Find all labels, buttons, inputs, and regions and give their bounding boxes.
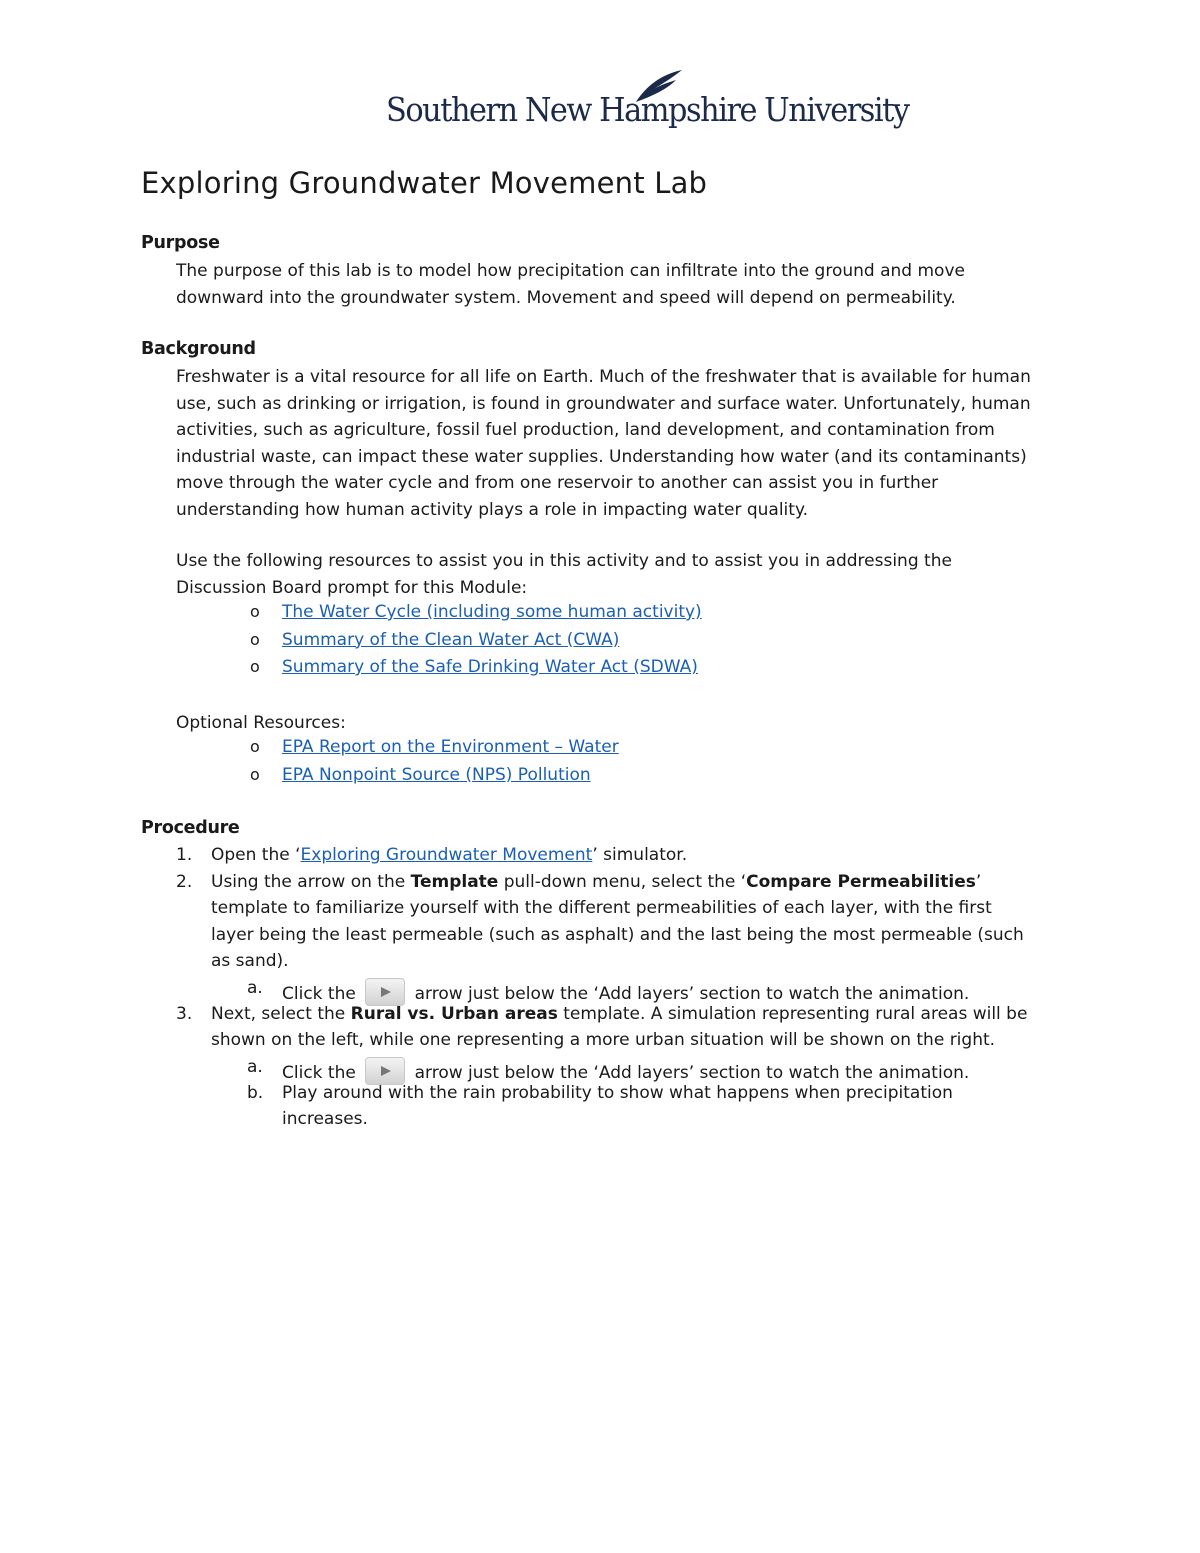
substep-letter: a. (247, 1057, 263, 1077)
university-logo (386, 68, 909, 140)
bullet-icon: o (250, 657, 260, 676)
step-text: Next, select the (211, 1004, 351, 1024)
text-line: Use the following resources to assist you in this activity and to assist you in addressing the (176, 551, 952, 571)
logo-text: Southern New Hampshire University (386, 90, 909, 129)
text-line: Optional Resources: (176, 713, 346, 733)
step-text: Using the arrow on the (211, 872, 411, 892)
step-text: Click the (282, 984, 356, 1004)
epa-nps-link[interactable]: EPA Nonpoint Source (NPS) Pollution (282, 764, 591, 785)
substep-letter: a. (247, 978, 263, 998)
step-number: 3. (176, 1004, 193, 1024)
step-text: as sand). (211, 951, 289, 971)
procedure-heading: Procedure (141, 818, 240, 838)
step-text: arrow just below the ‘Add layers’ section to watch the animation. (414, 984, 970, 1004)
text-line: understanding how human activity plays a role in impacting water quality. (176, 499, 808, 520)
resources-intro (176, 548, 1076, 601)
substep-letter: b. (247, 1083, 264, 1103)
play-button-icon (365, 978, 405, 1006)
background-text (176, 364, 1076, 523)
step-text: template. A simulation representing rural areas will be (557, 1004, 1028, 1024)
text-line: Freshwater is a vital resource for all life on Earth. Much of the freshwater that is available for human (176, 367, 1031, 387)
step-text: layer being the least permeable (such as asphalt) and the last being the most permeable (such (211, 925, 1024, 945)
step-text: pull-down menu, select the ‘ (498, 872, 747, 892)
purpose-heading: Purpose (141, 233, 220, 253)
step-text: ’ simulator. (592, 845, 688, 865)
epa-report-link[interactable]: EPA Report on the Environment – Water (282, 737, 619, 757)
text-line: downward into the groundwater system. Movement and speed will depend on permeability. (176, 287, 956, 308)
template-name: Rural vs. Urban areas (350, 1004, 558, 1024)
step-text: Click the (282, 1063, 356, 1083)
step-text: Open the ‘ (211, 845, 301, 865)
optional-resources-label (176, 710, 1076, 737)
step-text: template to familiarize yourself with the different permeabilities of each layer, with the first (211, 898, 992, 918)
step-number: 2. (176, 872, 193, 892)
text-line: move through the water cycle and from one reservoir to another can assist you in further (176, 473, 939, 493)
text-line: use, such as drinking or irrigation, is found in groundwater and surface water. Unfortunately, human (176, 393, 1031, 414)
water-cycle-link[interactable]: The Water Cycle (including some human activity) (282, 602, 702, 622)
text-line: activities, such as agriculture, fossil fuel production, land development, and contamination from (176, 420, 995, 440)
purpose-text (176, 258, 1076, 311)
play-button-icon (365, 1057, 405, 1085)
text-line: industrial waste, can impact these water supplies. Understanding how water (and its contaminants) (176, 446, 1027, 467)
template-label: Template (410, 872, 499, 892)
step-text: ’ (975, 872, 982, 892)
background-heading: Background (141, 339, 256, 359)
page-title: Exploring Groundwater Movement Lab (141, 166, 708, 200)
bullet-icon: o (250, 602, 260, 621)
step-text: increases. (282, 1109, 368, 1129)
step-number: 1. (176, 845, 193, 865)
text-line: Discussion Board prompt for this Module: (176, 577, 528, 598)
clean-water-act-link[interactable]: Summary of the Clean Water Act (CWA) (282, 629, 620, 650)
bullet-icon: o (250, 737, 260, 756)
bullet-icon: o (250, 764, 260, 784)
text-line: The purpose of this lab is to model how precipitation can infiltrate into the ground and move (176, 261, 965, 281)
safe-drinking-water-act-link[interactable]: Summary of the Safe Drinking Water Act (SDWA) (282, 657, 698, 677)
template-name: Compare Permeabilities (746, 872, 976, 892)
step-text: shown on the left, while one representing a more urban situation will be shown on the right. (211, 1030, 996, 1050)
simulator-link[interactable]: Exploring Groundwater Movement (300, 845, 593, 865)
step-text: Play around with the rain probability to show what happens when precipitation (282, 1083, 953, 1103)
step-text: arrow just below the ‘Add layers’ section to watch the animation. (414, 1063, 970, 1083)
bullet-icon: o (250, 629, 260, 649)
